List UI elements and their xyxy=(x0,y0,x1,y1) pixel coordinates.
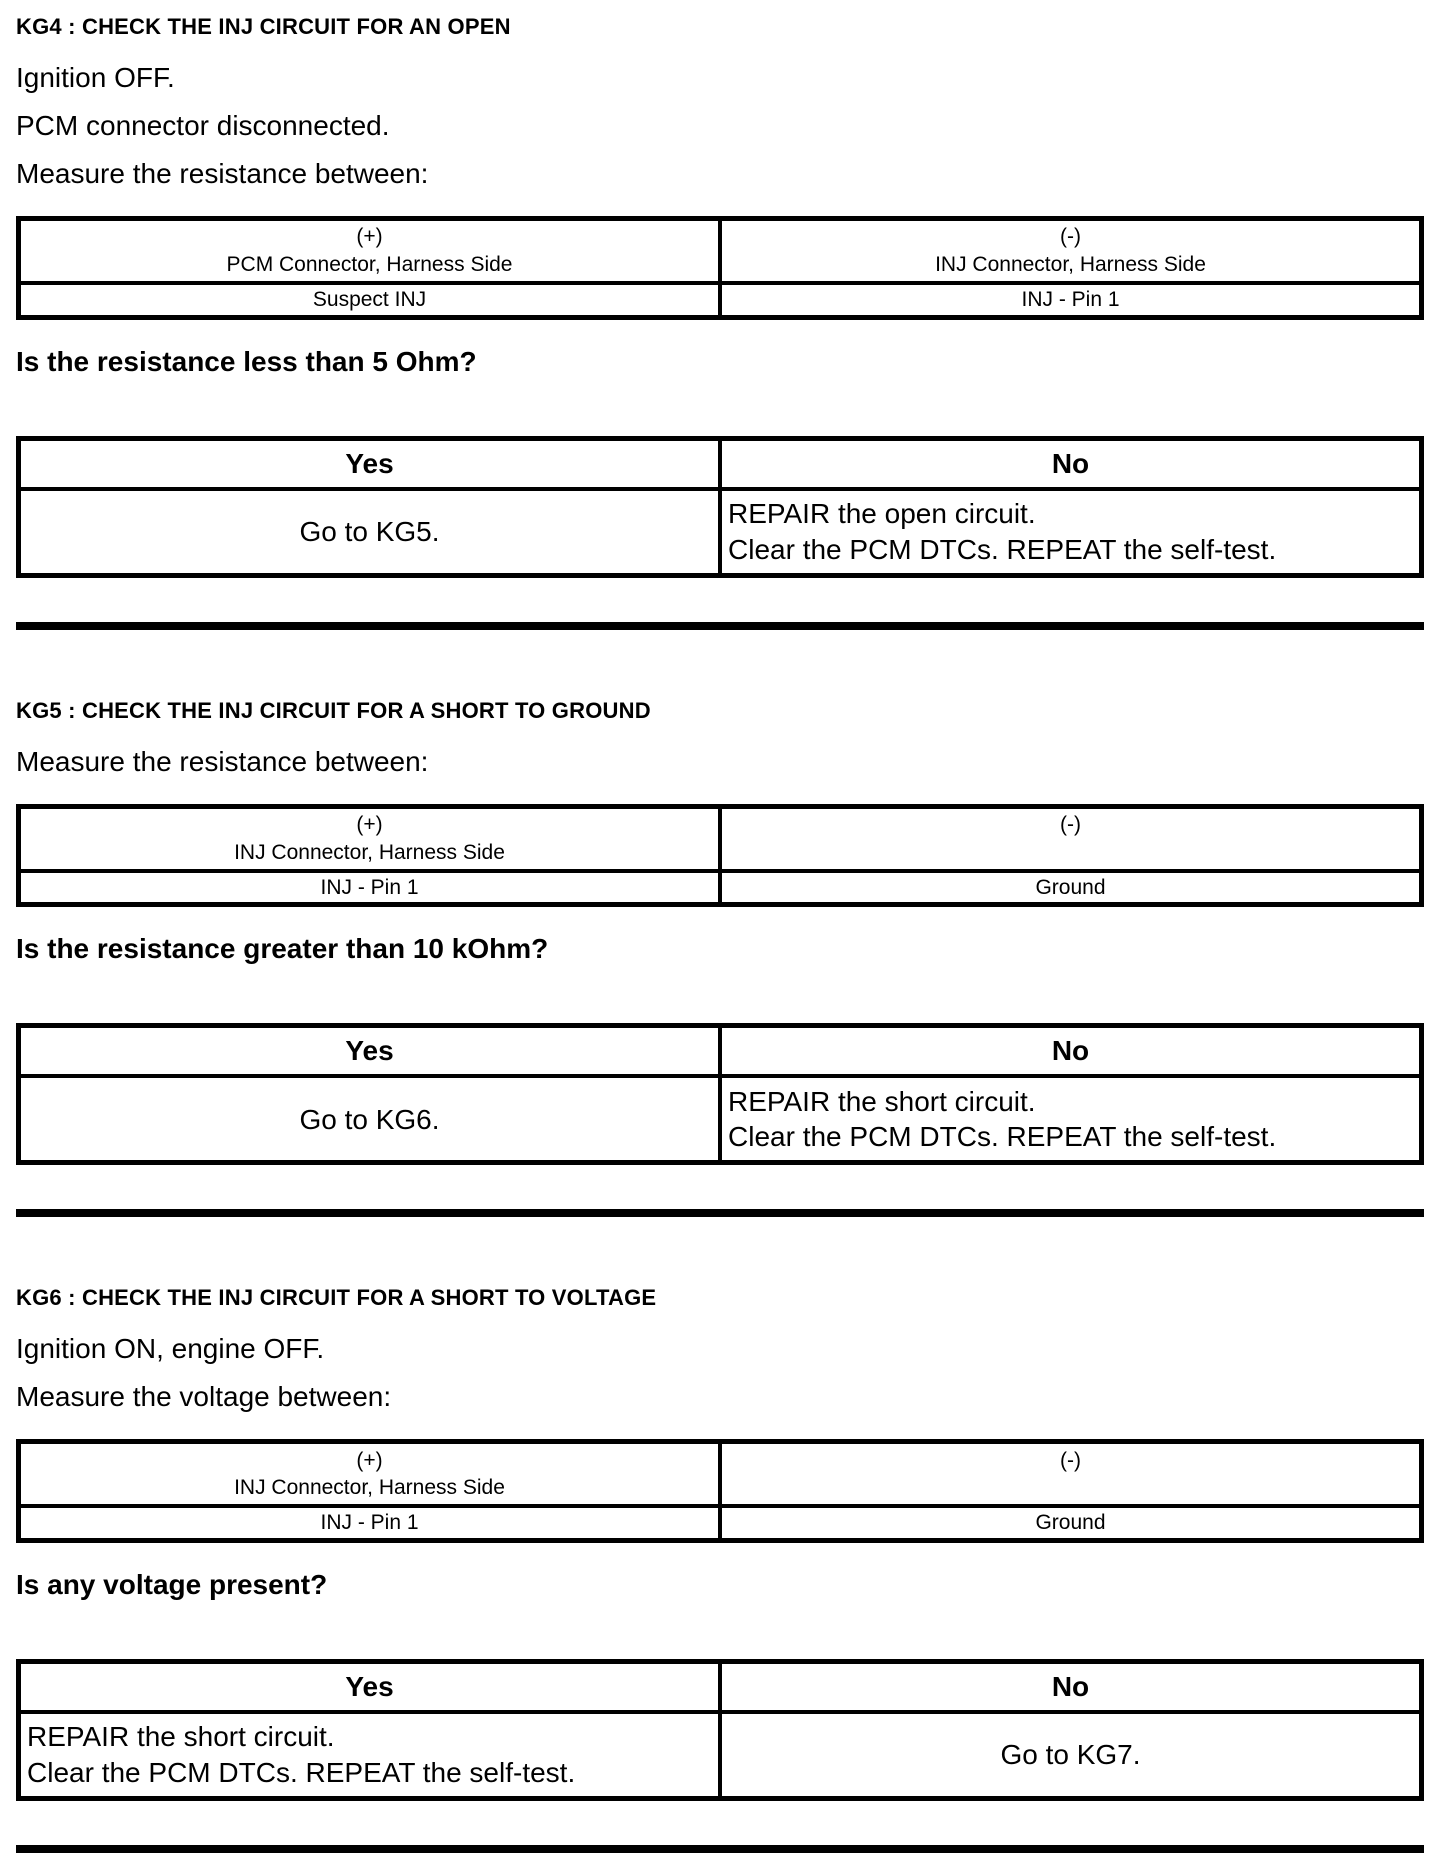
procedure-note: Ignition OFF. xyxy=(16,62,175,93)
yes-no-table xyxy=(16,1023,1424,1165)
section-title: KG4 : CHECK THE INJ CIRCUIT FOR AN OPEN xyxy=(16,14,511,39)
section-title: KG6 : CHECK THE INJ CIRCUIT FOR A SHORT TO VOLTAGE xyxy=(16,1285,657,1311)
negative-label xyxy=(728,1475,1413,1502)
no-header: No xyxy=(720,1662,1422,1713)
decision-question: Is the resistance less than 5 Ohm? xyxy=(16,345,477,377)
measurement-value-row xyxy=(19,1506,1422,1540)
negative-value-cell: INJ - Pin 1 xyxy=(720,283,1422,317)
section-kg6 xyxy=(16,1285,1424,1853)
negative-header-cell xyxy=(720,219,1422,284)
no-action-line: Clear the PCM DTCs. REPEAT the self-test. xyxy=(728,1121,1277,1153)
no-action-cell xyxy=(720,489,1422,576)
yes-action-cell xyxy=(19,489,721,576)
negative-value-cell: Ground xyxy=(720,871,1422,905)
positive-label: INJ Connector, Harness Side xyxy=(234,840,505,864)
positive-header-cell xyxy=(19,1442,721,1507)
measurement-header-row xyxy=(19,806,1422,871)
positive-value-cell: Suspect INJ xyxy=(19,283,721,317)
positive-header-cell xyxy=(19,219,721,284)
measurement-value-row xyxy=(19,283,1422,317)
section-divider xyxy=(16,1209,1424,1217)
measurement-header-row xyxy=(19,1442,1422,1507)
measurement-table xyxy=(16,804,1424,908)
measurement-table xyxy=(16,216,1424,320)
no-action-line: Clear the PCM DTCs. REPEAT the self-test. xyxy=(728,533,1277,565)
no-header: No xyxy=(720,438,1422,489)
yes-no-header-row xyxy=(19,1662,1422,1713)
negative-header-cell xyxy=(720,1442,1422,1507)
section-title: KG5 : CHECK THE INJ CIRCUIT FOR A SHORT TO GROUND xyxy=(16,697,651,723)
negative-label: INJ Connector, Harness Side xyxy=(935,253,1206,276)
procedure-note: Ignition ON, engine OFF. xyxy=(16,1333,325,1365)
yes-action-line: Clear the PCM DTCs. REPEAT the self-test. xyxy=(27,1757,576,1789)
section-kg4 xyxy=(16,14,1424,630)
positive-sign: (+) xyxy=(356,813,383,836)
measurement-table xyxy=(16,1439,1424,1543)
yes-header: Yes xyxy=(19,1662,721,1713)
yes-action-cell xyxy=(19,1076,721,1163)
no-action-cell xyxy=(720,1712,1422,1799)
positive-header-cell xyxy=(19,806,721,871)
yes-action-line: Go to KG5. xyxy=(299,515,440,547)
section-kg5 xyxy=(16,698,1424,1218)
section-divider xyxy=(16,1845,1424,1853)
no-action-line: REPAIR the short circuit. xyxy=(728,1085,1036,1117)
measurement-value-row xyxy=(19,871,1422,905)
measure-instruction: Measure the voltage between: xyxy=(16,1381,392,1413)
decision-question: Is any voltage present? xyxy=(16,1569,328,1601)
yes-header: Yes xyxy=(19,1026,721,1077)
yes-no-table xyxy=(16,1659,1424,1801)
yes-no-header-row xyxy=(19,438,1422,489)
no-header: No xyxy=(720,1026,1422,1077)
decision-question: Is the resistance greater than 10 kOhm? xyxy=(16,933,549,965)
negative-sign: (-) xyxy=(1060,813,1081,837)
yes-header: Yes xyxy=(19,438,721,489)
positive-label: PCM Connector, Harness Side xyxy=(226,253,513,276)
negative-label xyxy=(728,839,1413,866)
measure-instruction: Measure the resistance between: xyxy=(16,158,429,189)
yes-no-header-row xyxy=(19,1026,1422,1077)
negative-sign: (-) xyxy=(1060,225,1081,249)
yes-no-action-row xyxy=(19,1712,1422,1799)
procedure-note: PCM connector disconnected. xyxy=(16,110,390,141)
no-action-cell xyxy=(720,1076,1422,1163)
measure-instruction: Measure the resistance between: xyxy=(16,745,429,777)
yes-no-table xyxy=(16,436,1424,578)
negative-sign: (-) xyxy=(1060,1449,1081,1473)
negative-value-cell: Ground xyxy=(720,1506,1422,1540)
yes-action-line: Go to KG6. xyxy=(299,1103,440,1135)
negative-header-cell xyxy=(720,806,1422,871)
positive-label: INJ Connector, Harness Side xyxy=(234,1476,505,1500)
positive-value-cell: INJ - Pin 1 xyxy=(19,871,721,905)
yes-action-cell xyxy=(19,1712,721,1799)
yes-no-action-row xyxy=(19,1076,1422,1163)
positive-value-cell: INJ - Pin 1 xyxy=(19,1506,721,1540)
section-divider xyxy=(16,622,1424,630)
no-action-line: REPAIR the open circuit. xyxy=(728,497,1036,529)
yes-no-action-row xyxy=(19,489,1422,576)
positive-sign: (+) xyxy=(356,1448,383,1472)
positive-sign: (+) xyxy=(356,225,383,249)
no-action-line: Go to KG7. xyxy=(1000,1739,1141,1771)
measurement-header-row xyxy=(19,219,1422,284)
yes-action-line: REPAIR the short circuit. xyxy=(27,1721,335,1753)
